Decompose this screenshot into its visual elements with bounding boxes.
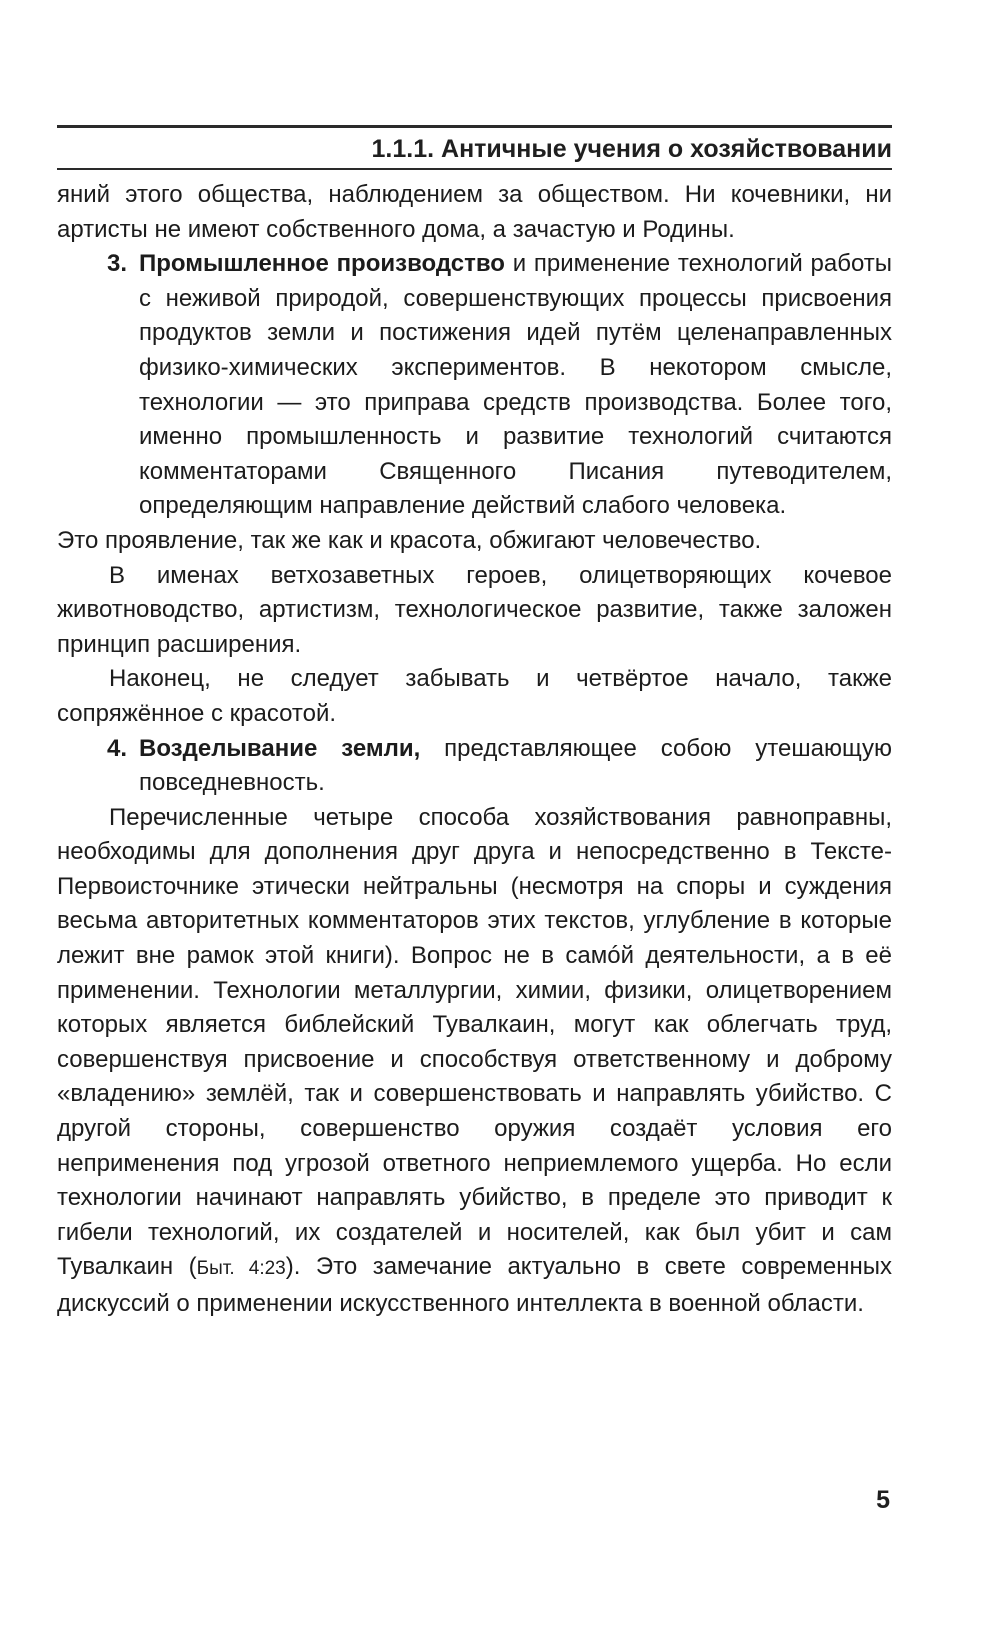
list-item-3-number: 3.: [107, 250, 128, 278]
list-item-3-text: и применение технологий работы с неживой природой, совершенствующих процессы присвоения продуктов земли и постижения идей путём целенаправленных физико-химических экспериментов. В некотором смысле, технологии — это приправа средств производства. Более того, именно промышленность и развитие технологий считаются комментаторами Священного Писания путеводителем, определяющим направление действий слабого человека.: [139, 250, 892, 520]
paragraph-four-methods: [57, 801, 892, 1322]
list-item-4-number: 4.: [107, 734, 128, 762]
paragraph-four-methods-text: Перечисленные четыре способа хозяйствования равноправны, необходимы для дополнения друг друга и непосредственно в Тексте-Первоисточнике этически нейтральны (несмотря на споры и суждения весьма авторитетных комментаторов этих текстов, углубление в которые лежит вне рамок этой книги). Вопрос не в самóй деятельности, а в её применении. Технологии металлургии, химии, физики, олицетворением которых является библейский Тувалкаин, могут как облегчать труд, совершенствуя присвоение и способствуя ответственному и доброму «владению» землёй, так и совершенствовать и направлять убийство. С другой стороны, совершенство оружия создаёт условия его неприменения под угрозой ответного неприемлемого ущерба. Но если технологии начинают направлять убийство, в пределе это приводит к гибели технологий, их создателей и носителей, как был убит и сам Тувалкаин (: [57, 803, 892, 1281]
paragraph-fourth-principle: Наконец, не следует забывать и четвёртое начало, также сопряжённое с красотой.: [57, 665, 892, 727]
page-number: 5: [876, 1486, 890, 1514]
list-item-4-text: представляющее собою утешающую повседневность.: [139, 734, 892, 797]
list-item-4: [57, 732, 892, 801]
header-top-rule: [57, 125, 892, 128]
paragraph-four-methods-ending: ). Это замечание актуально в свете современных дискуссий о применении искусственного интеллекта в военной области.: [57, 1253, 892, 1317]
body-text: [57, 178, 892, 1322]
paragraph-names-of-heroes: В именах ветхозаветных героев, олицетворяющих кочевое животноводство, артистизм, технологическое развитие, также заложен принцип расширения.: [57, 561, 892, 658]
paragraph-manifestation: Это проявление, так же как и красота, обжигают человечество.: [57, 526, 762, 554]
running-header-title: 1.1.1. Античные учения о хозяйствовании: [371, 135, 892, 163]
list-item-3-term: Промышленное производство: [139, 250, 505, 278]
bible-reference: Быт. 4:23: [196, 1258, 286, 1280]
header-bottom-rule: [57, 168, 892, 170]
list-item-3: [57, 247, 892, 524]
list-item-4-term: Возделывание земли,: [139, 734, 421, 762]
paragraph-continued: яний этого общества, наблюдением за обществом. Ни кочевники, ни артисты не имеют собственного дома, а зачастую и Родины.: [57, 181, 892, 243]
